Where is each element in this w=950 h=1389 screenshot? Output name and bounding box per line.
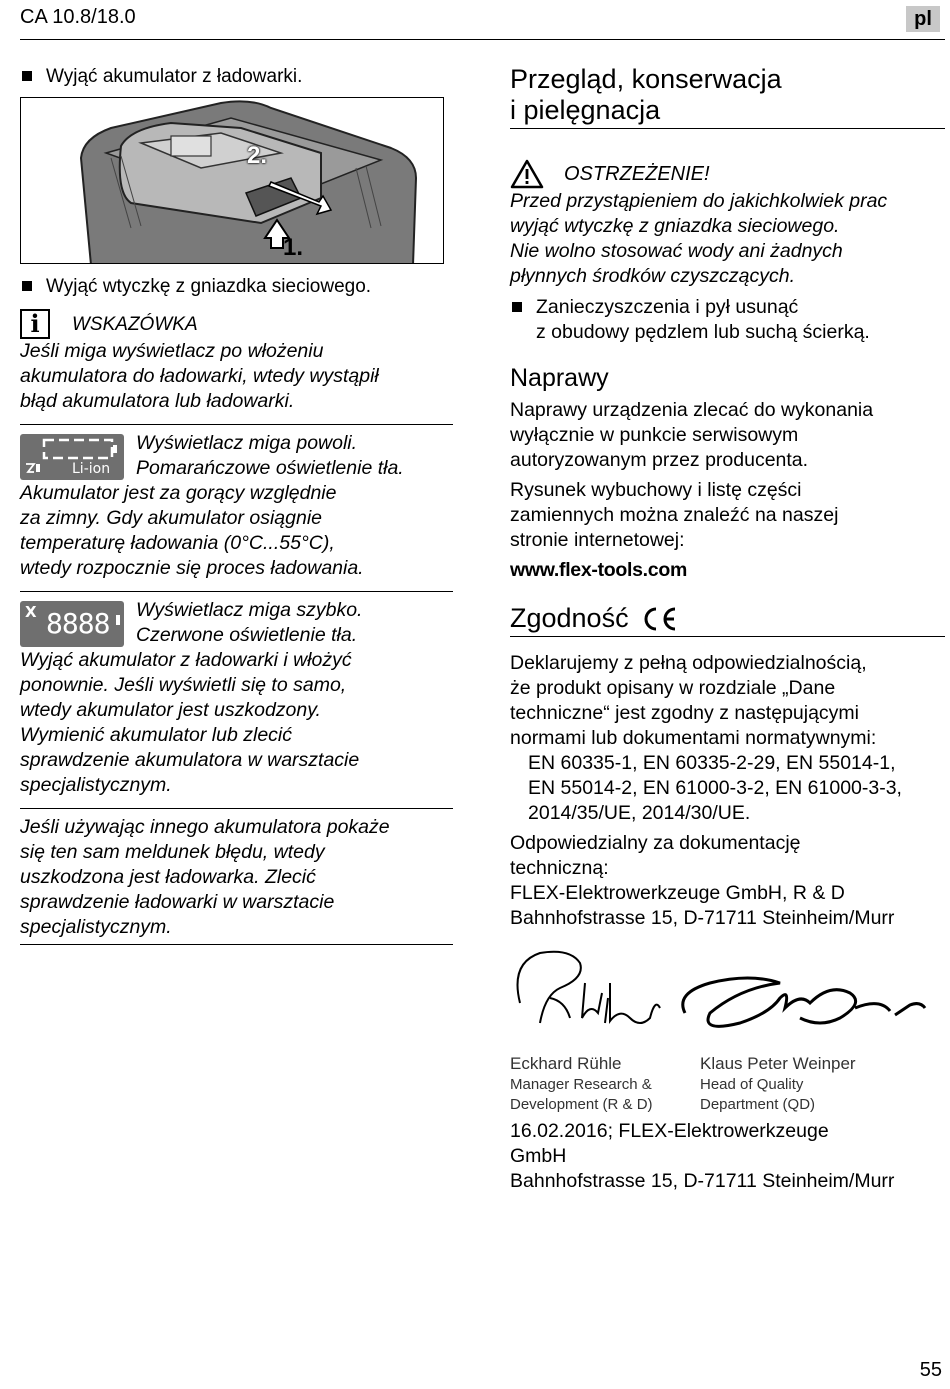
signatory-role: Head of Quality: [700, 1076, 804, 1093]
case2-text-line: sprawdzenie akumulatora w warsztacie: [20, 749, 360, 771]
footer-line: Bahnhofstrasse 15, D-71711 Steinheim/Murr: [510, 1170, 895, 1192]
step-unplug: Wyjąć wtyczkę z gniazdka sieciowego.: [20, 274, 453, 299]
case1-text-line: temperaturę ładowania (0°C...55°C),: [20, 532, 335, 554]
signatures: [510, 943, 945, 1053]
handwritten-signatures: [510, 943, 945, 1053]
case2-text-line: wtedy akumulator jest uszkodzony.: [20, 699, 321, 721]
conformity-line: techniczne“ jest zgodny z następującymi: [510, 702, 860, 724]
warning-text: [510, 189, 945, 289]
warning-line: płynnych środków czyszczących.: [510, 265, 796, 287]
warning-line: wyjąć wtyczkę z gniazdka sieciowego.: [510, 215, 840, 237]
parts-line: zamiennych można znaleźć na naszej: [510, 504, 839, 526]
conformity-line: że produkt opisany w rozdziale „Dane: [510, 677, 836, 699]
declaration-footer: [510, 1119, 945, 1194]
charger-illustration: [20, 97, 444, 264]
signatory-weinper: [700, 1053, 856, 1115]
case-fast-blink: [20, 598, 453, 648]
digits-label: 8888: [46, 607, 110, 640]
standards-line: EN 55014-2, EN 61000-3-2, EN 61000-3-3,: [528, 777, 902, 799]
warning-title: OSTRZEŻENIE!: [564, 162, 710, 185]
responsible-line: techniczną:: [510, 857, 609, 879]
maintenance-title-line: i pielęgnacja: [510, 95, 661, 125]
case3-text-line: się ten sam meldunek błędu, wtedy: [20, 841, 325, 863]
divider: [20, 591, 453, 592]
footer-line: GmbH: [510, 1145, 567, 1167]
repair-line: autoryzowanym przez producenta.: [510, 449, 809, 471]
clean-line: Zanieczyszczenia i pył usunąć: [536, 296, 799, 318]
conformity-line: normami lub dokumentami normatywnymi:: [510, 727, 877, 749]
right-column: [510, 64, 945, 1194]
case2-text: [20, 648, 453, 798]
parts-text: [510, 478, 945, 553]
battery-tip-icon: [20, 601, 124, 647]
case3-text-line: Jeśli używając innego akumulatora pokaże: [20, 816, 390, 838]
signatory-name: Eckhard Rühle: [510, 1054, 622, 1073]
case2-text-line: ponownie. Jeśli wyświetli się to samo,: [20, 674, 347, 696]
case-slow-blink: [20, 431, 453, 481]
case3-text-line: uszkodzona jest ładowarka. Zlecić: [20, 866, 316, 888]
heading-rule: [510, 128, 945, 129]
ce-mark-icon: [639, 606, 679, 632]
responsible-line: FLEX-Elektrowerkzeuge GmbH, R & D: [510, 882, 845, 904]
case2-line2: Czerwone oświetlenie tła.: [136, 624, 358, 646]
standards-line: 2014/35/UE, 2014/30/UE.: [528, 802, 751, 824]
signatory-name: Klaus Peter Weinper: [700, 1054, 856, 1073]
standards-list: [510, 751, 945, 826]
clean-bullet: [510, 295, 945, 345]
case1-line1: Wyświetlacz miga powoli.: [136, 432, 358, 454]
case1-text-line: za zimny. Gdy akumulator osiągnie: [20, 507, 323, 529]
step-remove-battery: Wyjąć akumulator z ładowarki.: [20, 64, 453, 89]
website-link[interactable]: www.flex-tools.com: [510, 559, 687, 581]
case2-text-line: Wyjąć akumulator z ładowarki i włożyć: [20, 649, 352, 671]
maintenance-title-line: Przegląd, konserwacja: [510, 64, 782, 94]
note-line: akumulatora do ładowarki, wtedy wystąpił: [20, 365, 379, 387]
error-x-label: X: [25, 603, 37, 621]
responsible-line: Bahnhofstrasse 15, D-71711 Steinheim/Murr: [510, 907, 895, 929]
case3-text-line: sprawdzenie ładowarki w warsztacie: [20, 891, 335, 913]
conformity-title: Zgodność: [510, 603, 629, 633]
signatory-role: Development (R & D): [510, 1096, 653, 1113]
case2-text-line: Wymienić akumulator lub zlecić: [20, 724, 293, 746]
warning-triangle-icon: [510, 159, 544, 189]
signatory-names: [510, 1053, 945, 1115]
charger-drawing: [21, 98, 444, 264]
signatory-role: Manager Research &: [510, 1076, 652, 1093]
maintenance-heading: [510, 64, 945, 126]
responsible-text: [510, 831, 945, 931]
note-title: WSKAZÓWKA: [72, 313, 198, 335]
info-icon: i: [20, 309, 50, 339]
model-name: CA 10.8/18.0: [20, 6, 136, 28]
lcd-display-fast: [20, 601, 124, 647]
footer-line: 16.02.2016; FLEX-Elektrowerkzeuge: [510, 1120, 829, 1142]
language-badge: pl: [906, 6, 940, 32]
note-heading: [20, 309, 453, 339]
figure-label-1: 1.: [283, 234, 304, 261]
divider: [20, 808, 453, 809]
divider: [20, 424, 453, 425]
clean-line: z obudowy pędzlem lub suchą ścierką.: [536, 321, 870, 343]
note-text: [20, 339, 453, 414]
signatory-ruehle: [510, 1053, 700, 1115]
figure-label-2: 2.: [247, 142, 268, 169]
case2-line1: Wyświetlacz miga szybko.: [136, 599, 363, 621]
case3-text: [20, 815, 453, 940]
repair-heading: Naprawy: [510, 364, 609, 392]
repair-text: [510, 398, 945, 473]
warning-heading: [510, 159, 945, 189]
left-column: [20, 64, 453, 951]
conformity-line: Deklarujemy z pełną odpowiedzialnością,: [510, 652, 867, 674]
case3-text-line: specjalistycznym.: [20, 916, 172, 938]
note-line: Jeśli miga wyświetlacz po włożeniu: [20, 340, 324, 362]
standards-line: EN 60335-1, EN 60335-2-29, EN 55014-1,: [528, 752, 896, 774]
conformity-text: [510, 651, 945, 751]
divider: [20, 944, 453, 945]
parts-line: stronie internetowej:: [510, 529, 685, 551]
responsible-line: Odpowiedzialny za dokumentację: [510, 832, 801, 854]
warning-line: Nie wolno stosować wody ani żadnych: [510, 240, 843, 262]
note-line: błąd akumulatora lub ładowarki.: [20, 390, 295, 412]
repair-line: wyłącznie w punkcie serwisowym: [510, 424, 799, 446]
lcd-display-slow: [20, 434, 124, 480]
case1-text-line: wtedy rozpocznie się proces ładowania.: [20, 557, 364, 579]
signatory-role: Department (QD): [700, 1096, 816, 1113]
case1-line2: Pomarańczowe oświetlenie tła.: [136, 457, 404, 479]
page-number: 55: [919, 1359, 942, 1381]
parts-line: Rysunek wybuchowy i listę części: [510, 479, 802, 501]
warning-line: Przed przystąpieniem do jakichkolwiek prac: [510, 190, 888, 212]
header-rule: [20, 39, 945, 40]
li-ion-label: Li-ion: [72, 461, 111, 477]
heading-rule: [510, 636, 945, 637]
case1-text: [20, 481, 453, 581]
repair-line: Naprawy urządzenia zlecać do wykonania: [510, 399, 874, 421]
conformity-heading: [510, 603, 945, 634]
case1-text-line: Akumulator jest za gorący względnie: [20, 482, 337, 504]
case2-text-line: specjalistycznym.: [20, 774, 172, 796]
